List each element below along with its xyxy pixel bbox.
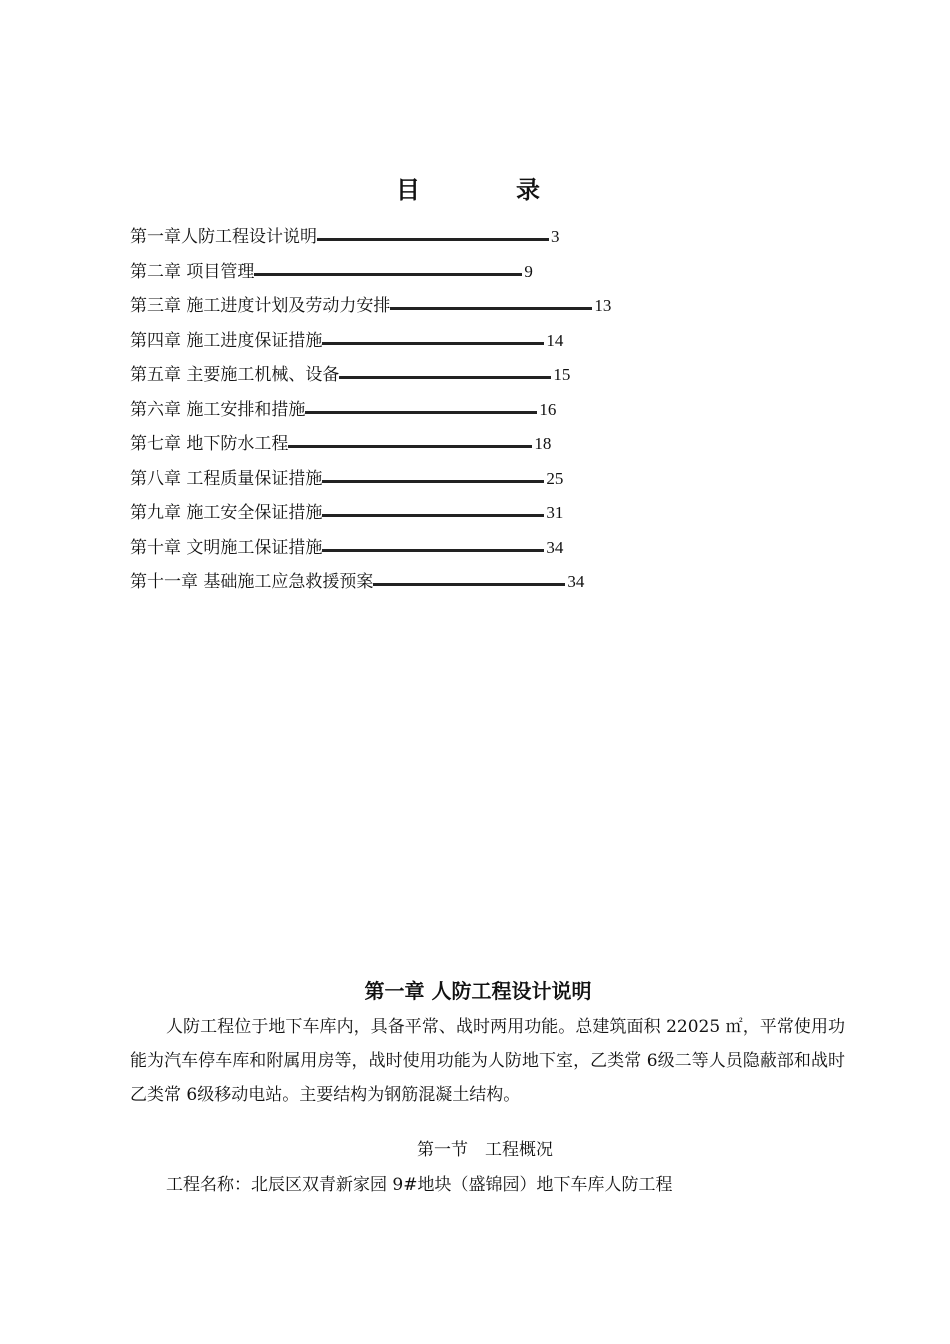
toc-entry-page: 16 [539, 399, 557, 419]
toc-entry-label: 第五章 主要施工机械、设备 [130, 365, 340, 385]
toc-entry-label: 第八章 工程质量保证措施 [130, 468, 323, 489]
toc-entry[interactable] [130, 395, 690, 430]
chapter-intro-paragraph: 人防工程位于地下车库内，具备平常、战时两用功能。总建筑面积 22025 ㎡，平常使用功能为汽车停车库和附属用房等，战时使用功能为人防地下室，乙类常 6级二等人员隐蔽部和战时乙类常 6级移动电站。主要结构为钢筋混凝土结构。 [130, 1017, 845, 1105]
toc-entry[interactable] [130, 464, 690, 499]
chapter-title: 第一章 人防工程设计说明 [364, 979, 592, 1003]
toc-leader-line [322, 341, 544, 343]
toc-leader-line [305, 410, 537, 412]
toc-entry[interactable] [130, 257, 690, 292]
table-of-contents [130, 222, 690, 602]
toc-leader-line [317, 237, 549, 239]
toc-entry-label: 第四章 施工进度保证措施 [130, 330, 323, 351]
toc-leader-line [322, 548, 544, 550]
toc-entry-page: 25 [546, 468, 564, 488]
toc-entry-label: 第三章 施工进度计划及劳动力安排 [130, 296, 391, 316]
toc-leader-line [390, 306, 592, 308]
toc-entry-label: 第六章 施工安排和措施 [130, 399, 306, 420]
toc-entry-page: 9 [524, 261, 533, 281]
toc-entry-label: 第七章 地下防水工程 [130, 434, 289, 454]
toc-entry[interactable] [130, 498, 690, 533]
toc-entry-label: 第九章 施工安全保证措施 [130, 503, 323, 523]
section-title: 第一节 工程概况 [417, 1140, 553, 1160]
toc-entry-label: 第十一章 基础施工应急救援预案 [130, 572, 374, 592]
toc-leader-line [254, 272, 522, 274]
toc-leader-line [322, 513, 544, 515]
toc-entry-page: 15 [553, 365, 571, 384]
toc-entry-page: 13 [594, 296, 612, 315]
toc-entry[interactable] [130, 567, 690, 602]
toc-entry-label: 第十章 文明施工保证措施 [130, 537, 323, 558]
toc-entry[interactable] [130, 291, 690, 326]
toc-leader-line [322, 479, 544, 481]
toc-entry-page: 14 [546, 330, 564, 350]
toc-leader-line [288, 444, 532, 446]
toc-entry-page: 18 [534, 434, 552, 453]
toc-entry[interactable] [130, 222, 690, 257]
toc-entry-page: 34 [567, 572, 585, 591]
project-name: 工程名称：北辰区双青新家园 9#地块（盛锦园）地下车库人防工程 [166, 1175, 673, 1195]
toc-entry[interactable] [130, 360, 690, 395]
toc-entry[interactable] [130, 533, 690, 568]
toc-entry-page: 34 [546, 537, 564, 557]
toc-entry-label: 第二章 项目管理 [130, 261, 255, 282]
toc-entry-label: 第一章人防工程设计说明 [130, 227, 317, 247]
toc-title: 目 录 [396, 175, 576, 204]
toc-entry[interactable] [130, 326, 690, 361]
toc-entry-page: 31 [546, 503, 564, 522]
toc-leader-line [339, 375, 551, 377]
toc-entry-page: 3 [551, 227, 560, 246]
toc-leader-line [373, 582, 565, 584]
toc-entry[interactable] [130, 429, 690, 464]
